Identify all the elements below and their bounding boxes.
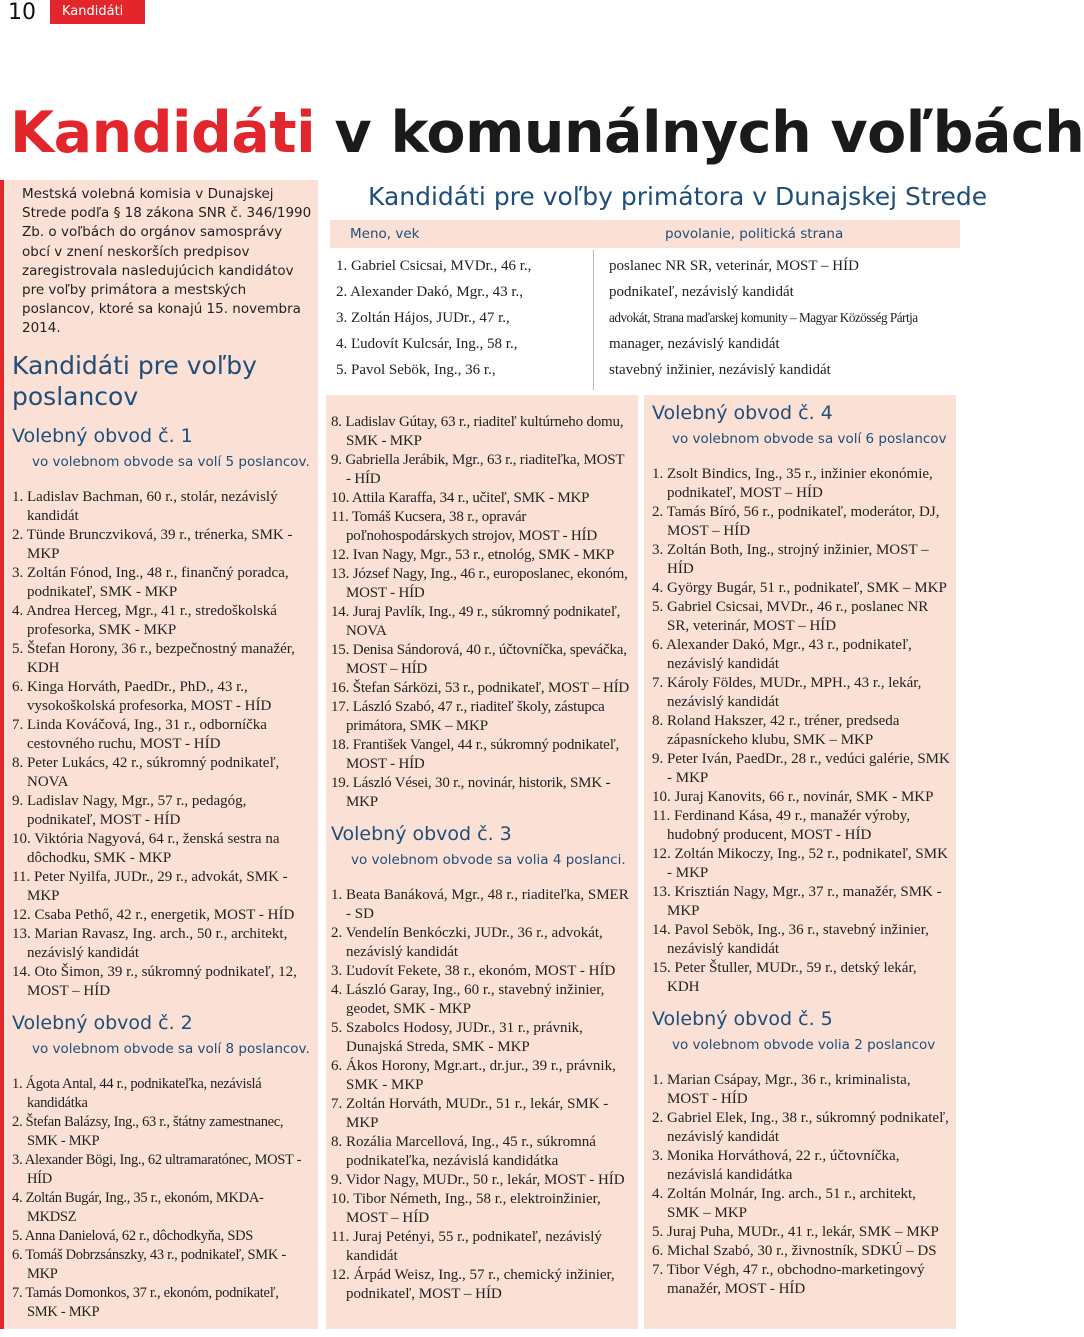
candidate-item: 14. Oto Šimon, 39 r., súkromný podnikateľ, 12, MOST – HÍD — [12, 964, 297, 999]
candidate-item: 9. Peter Iván, PaedDr., 28 r., vedúci galérie, SMK - MKP — [652, 751, 950, 786]
mayor-row-job: podnikateľ, nezávislý kandidát — [609, 284, 794, 300]
district-4-note: vo volebnom obvode sa volí 6 poslancov — [672, 431, 947, 447]
candidate-item: 12. Ivan Nagy, Mgr., 53 r., etnológ, SMK - MKP — [331, 547, 615, 563]
candidate-item: 7. Károly Földes, MUDr., MPH., 43 r., lekár, nezávislý kandidát — [652, 675, 922, 710]
page-headline — [10, 100, 1084, 166]
mayor-row-name: 5. Pavol Sebök, Ing., 36 r., — [336, 362, 496, 378]
district-4-candidates — [652, 465, 952, 997]
candidate-item: 6. Alexander Dakó, Mgr., 43 r., podnikateľ, nezávislý kandidát — [652, 637, 912, 672]
candidate-item: 11. Peter Nyilfa, JUDr., 29 r., advokát, SMK - MKP — [12, 869, 288, 904]
candidate-item: 1. Beata Banáková, Mgr., 48 r., riaditeľka, SMER - SD — [331, 887, 629, 922]
candidate-item: 13. Krisztián Nagy, Mgr., 37 r., manažér, SMK - MKP — [652, 884, 942, 919]
candidate-item: 4. Zoltán Molnár, Ing. arch., 51 r., architekt, SMK – MKP — [652, 1186, 916, 1221]
candidate-item: 11. Tomáš Kucsera, 38 r., opravár poľnohospodárskych strojov, MOST - HÍD — [331, 509, 597, 544]
candidate-item: 5. Anna Danielová, 62 r., dôchodkyňa, SDS — [12, 1228, 254, 1244]
candidate-item: 8. Rozália Marcellová, Ing., 45 r., súkromná podnikateľka, nezávislá kandidátka — [331, 1134, 596, 1169]
candidate-item: 6. Michal Szabó, 30 r., živnostník, SDKÚ – DS — [652, 1243, 937, 1259]
district-4-title: Volebný obvod č. 4 — [652, 402, 833, 424]
district-1-title: Volebný obvod č. 1 — [12, 425, 193, 447]
middle-column — [326, 395, 638, 1329]
district-3-note: vo volebnom obvode sa volia 4 poslanci. — [351, 852, 626, 868]
candidate-item: 4. György Bugár, 51 r., podnikateľ, SMK – MKP — [652, 580, 947, 596]
candidate-item: 2. Tamás Bíró, 56 r., podnikateľ, moderátor, DJ, MOST – HÍD — [652, 504, 940, 539]
mayor-candidates-table — [330, 180, 988, 392]
district-2-candidates-part2 — [331, 413, 631, 812]
district-3-candidates — [331, 886, 631, 1304]
mayor-row-job: stavebný inžinier, nezávislý kandidát — [609, 362, 831, 378]
col-header-job: povolanie, politická strana — [665, 226, 844, 242]
candidate-item: 9. Gabriella Jerábik, Mgr., 63 r., riaditeľka, MOST - HÍD — [331, 452, 625, 487]
accent-bar — [0, 180, 4, 1329]
headline-red-word: Kandidáti — [10, 100, 316, 166]
candidate-item: 6. Tomáš Dobrzsánszky, 43 r., podnikateľ, SMK - MKP — [12, 1247, 286, 1282]
candidate-item: 7. Zoltán Horváth, MUDr., 51 r., lekár, SMK - MKP — [331, 1096, 609, 1131]
candidate-item: 7. Tibor Végh, 47 r., obchodno-marketingový manažér, MOST - HÍD — [652, 1262, 925, 1297]
candidate-item: 8. Roland Hakszer, 42 r., tréner, predseda zápasníckeho klubu, SMK – MKP — [652, 713, 900, 748]
district-5-note: vo volebnom obvode volia 2 poslancov — [672, 1037, 936, 1053]
candidate-item: 19. László Vései, 30 r., novinár, historik, SMK - MKP — [331, 775, 611, 810]
candidate-item: 11. Ferdinand Kása, 49 r., manažér výroby, hudobný producent, MOST - HÍD — [652, 808, 910, 843]
candidate-item: 12. Csaba Pethő, 42 r., energetik, MOST - HÍD — [12, 907, 295, 923]
candidate-item: 3. Alexander Bögi, Ing., 62 ultramaratónec, MOST - HÍD — [12, 1152, 302, 1187]
district-2-note: vo volebnom obvode sa volí 8 poslancov. — [32, 1041, 310, 1057]
candidate-item: 9. Ladislav Nagy, Mgr., 57 r., pedagóg, podnikateľ, MOST - HÍD — [12, 793, 247, 828]
candidate-item: 14. Pavol Sebök, Ing., 36 r., stavebný inžinier, nezávislý kandidát — [652, 922, 929, 957]
mayor-row-name: 2. Alexander Dakó, Mgr., 43 r., — [336, 284, 524, 300]
poslanci-section-title: Kandidáti pre voľby poslancov — [12, 351, 257, 411]
candidate-item: 1. Zsolt Bindics, Ing., 35 r., inžinier ekonómie, podnikateľ, MOST – HÍD — [652, 466, 933, 501]
candidate-item: 10. Attila Karaffa, 34 r., učiteľ, SMK - MKP — [331, 490, 590, 506]
candidate-item: 3. Zoltán Fónod, Ing., 48 r., finančný poradca, podnikateľ, SMK - MKP — [12, 565, 289, 600]
candidate-item: 4. Zoltán Bugár, Ing., 35 r., ekonóm, MKDA-MKDSZ — [12, 1190, 264, 1225]
mayor-row-job: advokát, Strana maďarskej komunity – Magyar Közösség Pártja — [609, 310, 918, 325]
candidate-item: 15. Peter Štuller, MUDr., 59 r., detský lekár, KDH — [652, 960, 917, 995]
candidate-item: 7. Tamás Domonkos, 37 r., ekonóm, podnikateľ, SMK - MKP — [12, 1285, 279, 1320]
candidate-item: 17. László Szabó, 47 r., riaditeľ školy, zástupca primátora, SMK – MKP — [331, 699, 605, 734]
candidate-item: 16. Štefan Sárközi, 53 r., podnikateľ, MOST – HÍD — [331, 680, 630, 696]
table-divider — [593, 250, 594, 390]
section-tab: Kandidáti — [50, 0, 145, 24]
mayor-row-job: poslanec NR SR, veterinár, MOST – HÍD — [609, 258, 859, 274]
mayor-table-title: Kandidáti pre voľby primátora v Dunajskej Strede — [368, 182, 988, 211]
candidate-item: 5. Gabriel Csicsai, MVDr., 46 r., poslanec NR SR, veterinár, MOST – HÍD — [652, 599, 929, 634]
candidate-item: 8. Ladislav Gútay, 63 r., riaditeľ kultúrneho domu, SMK - MKP — [331, 414, 624, 449]
candidate-item: 12. Zoltán Mikoczy, Ing., 52 r., podnikateľ, SMK - MKP — [652, 846, 948, 881]
candidate-item: 6. Kinga Horváth, PaedDr., PhD., 43 r., vysokoškolská profesorka, MOST - HÍD — [12, 679, 272, 714]
candidate-item: 10. Viktória Nagyová, 64 r., ženská sestra na dôchodku, SMK - MKP — [12, 831, 280, 866]
candidate-item: 3. Ľudovít Fekete, 38 r., ekonóm, MOST - HÍD — [331, 963, 616, 979]
candidate-item: 1. Ladislav Bachman, 60 r., stolár, nezávislý kandidát — [12, 489, 278, 524]
mayor-row-job: manager, nezávislý kandidát — [609, 336, 780, 352]
candidate-item: 3. Monika Horváthová, 22 r., účtovníčka, nezávislá kandidátka — [652, 1148, 900, 1183]
page-number: 10 — [8, 0, 36, 25]
mayor-row-name: 1. Gabriel Csicsai, MVDr., 46 r., — [336, 258, 532, 274]
candidate-item: 13. József Nagy, Ing., 46 r., europoslanec, ekonóm, MOST - HÍD — [331, 566, 628, 601]
mayor-row-name: 3. Zoltán Hájos, JUDr., 47 r., — [336, 310, 510, 326]
candidate-item: 7. Linda Kováčová, Ing., 31 r., odborníčka cestovného ruchu, MOST - HÍD — [12, 717, 267, 752]
candidate-item: 5. Štefan Horony, 36 r., bezpečnostný manažér, KDH — [12, 641, 295, 676]
col-header-name: Meno, vek — [350, 226, 420, 242]
candidate-item: 2. Gabriel Elek, Ing., 38 r., súkromný podnikateľ, nezávislý kandidát — [652, 1110, 949, 1145]
candidate-item: 4. László Garay, Ing., 60 r., stavebný inžinier, geodet, SMK - MKP — [331, 982, 605, 1017]
district-2-title: Volebný obvod č. 2 — [12, 1012, 193, 1034]
candidate-item: 2. Štefan Balázsy, Ing., 63 r., štátny zamestnanec, SMK - MKP — [12, 1114, 284, 1149]
mayor-table-header — [330, 220, 960, 248]
district-1-note: vo volebnom obvode sa volí 5 poslancov. — [32, 454, 310, 470]
candidate-item: 11. Juraj Petényi, 55 r., podnikateľ, nezávislý kandidát — [331, 1229, 602, 1264]
candidate-item: 14. Juraj Pavlík, Ing., 49 r., súkromný podnikateľ, NOVA — [331, 604, 621, 639]
candidate-item: 5. Juraj Puha, MUDr., 41 r., lekár, SMK – MKP — [652, 1224, 939, 1240]
candidate-item: 5. Szabolcs Hodosy, JUDr., 31 r., právnik, Dunajská Streda, SMK - MKP — [331, 1020, 583, 1055]
candidate-item: 10. Juraj Kanovits, 66 r., novinár, SMK - MKP — [652, 789, 934, 805]
candidate-item: 6. Ákos Horony, Mgr.art., dr.jur., 39 r., právnik, SMK - MKP — [331, 1058, 616, 1093]
district-3-title: Volebný obvod č. 3 — [331, 823, 512, 845]
candidate-item: 2. Tünde Brunczviková, 39 r., trénerka, SMK - MKP — [12, 527, 293, 562]
candidate-item: 4. Andrea Herceg, Mgr., 41 r., stredoškolská profesorka, SMK - MKP — [12, 603, 277, 638]
candidate-item: 1. Marian Csápay, Mgr., 36 r., kriminalista, MOST - HÍD — [652, 1072, 911, 1107]
candidate-item: 13. Marian Ravasz, Ing. arch., 50 r., architekt, nezávislý kandidát — [12, 926, 288, 961]
district-5-title: Volebný obvod č. 5 — [652, 1008, 833, 1030]
headline-rest: v komunálnych voľbách — [315, 100, 1084, 166]
candidate-item: 10. Tibor Németh, Ing., 58 r., elektroinžinier, MOST – HÍD — [331, 1191, 601, 1226]
intro-paragraph: Mestská volebná komisia v Dunajskej Strede podľa § 18 zákona SNR č. 346/1990 Zb. o voľbách do orgánov samosprávy obcí v znení neskorších predpisov zaregistrovala nasledujúcich kandidátov pre voľby primátora a mestských poslancov, ktoré sa konajú 15. novembra 2014. — [22, 186, 312, 337]
district-1-candidates — [12, 488, 312, 1001]
mayor-row-name: 4. Ľudovít Kulcsár, Ing., 58 r., — [336, 336, 518, 352]
left-column — [0, 180, 318, 1329]
right-column — [644, 395, 956, 1329]
candidate-item: 18. František Vangel, 44 r., súkromný podnikateľ, MOST - HÍD — [331, 737, 620, 772]
candidate-item: 2. Vendelín Benkóczki, JUDr., 36 r., advokát, nezávislý kandidát — [331, 925, 603, 960]
candidate-item: 3. Zoltán Both, Ing., strojný inžinier, MOST – HÍD — [652, 542, 929, 577]
district-5-candidates — [652, 1071, 952, 1299]
candidate-item: 1. Ágota Antal, 44 r., podnikateľka, nezávislá kandidátka — [12, 1076, 262, 1111]
candidate-item: 8. Peter Lukács, 42 r., súkromný podnikateľ, NOVA — [12, 755, 280, 790]
district-2-candidates-part1 — [12, 1075, 312, 1322]
candidate-item: 9. Vidor Nagy, MUDr., 50 r., lekár, MOST - HÍD — [331, 1172, 625, 1188]
candidate-item: 12. Árpád Weisz, Ing., 57 r., chemický inžinier, podnikateľ, MOST – HÍD — [331, 1267, 615, 1302]
candidate-item: 15. Denisa Sándorová, 40 r., účtovníčka, speváčka, MOST – HÍD — [331, 642, 627, 677]
